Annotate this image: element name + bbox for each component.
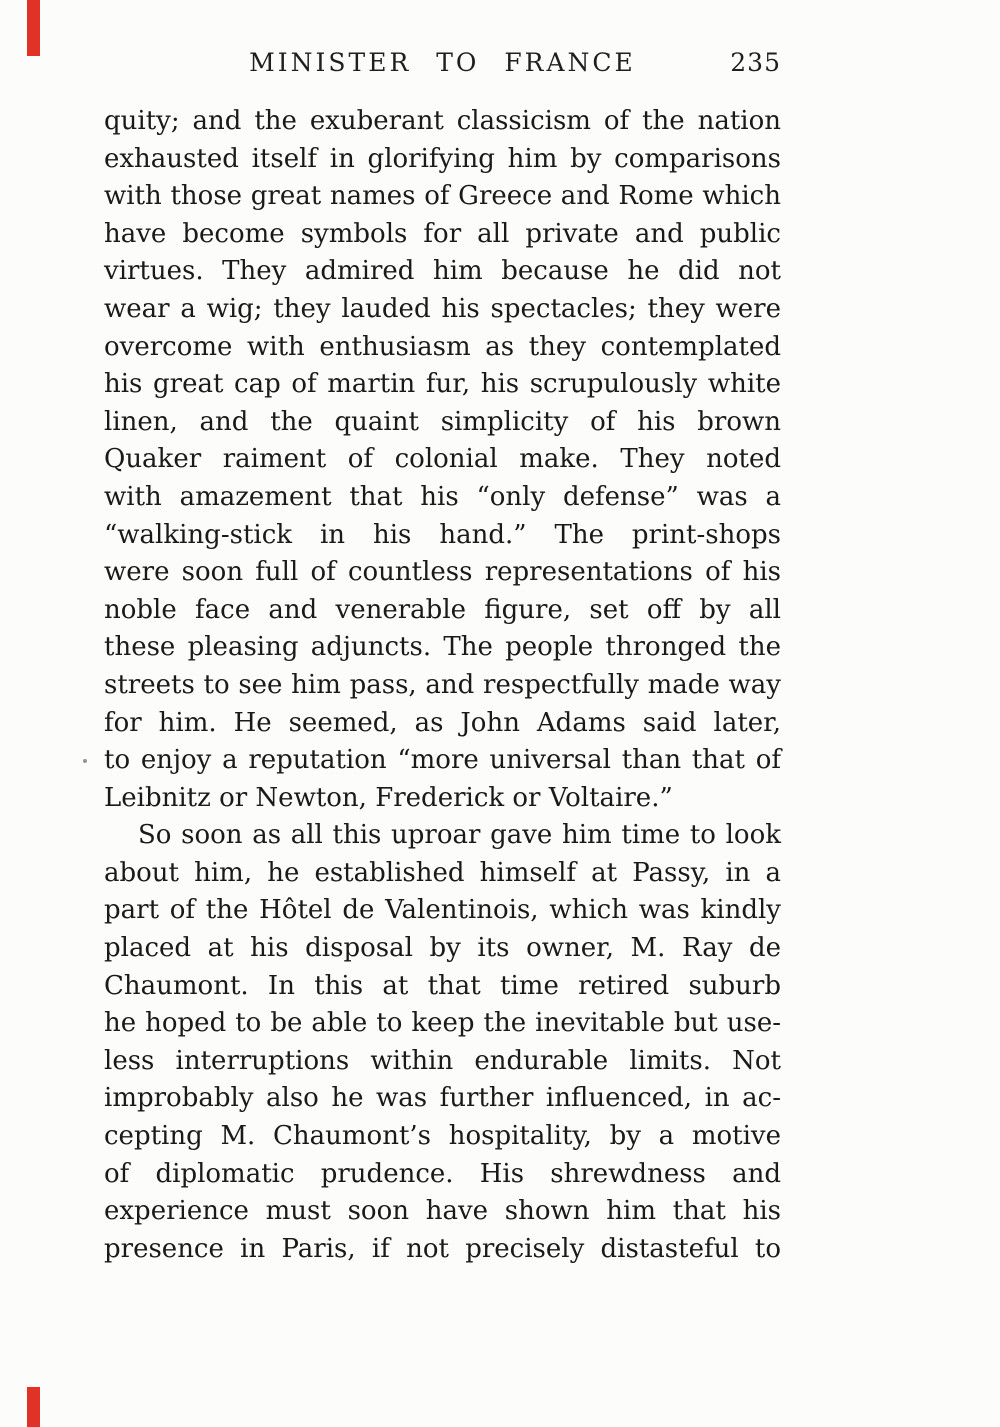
text-line: exhausted itself in glorifying him by comparisons <box>104 143 781 174</box>
text-line: presence in Paris, if not precisely distasteful to <box>104 1233 781 1264</box>
scan-artifact-red-top <box>27 0 40 56</box>
text-line: his great cap of martin fur, his scrupulously white <box>104 369 781 400</box>
text-line: he hoped to be able to keep the inevitable but use- <box>104 1008 781 1039</box>
text-line: wear a wig; they lauded his spectacles; they were <box>104 293 781 324</box>
scan-artifact-dot <box>83 759 87 763</box>
text-line: to enjoy a reputation “more universal than that of <box>104 745 781 776</box>
scan-artifact-red-bottom <box>27 1387 40 1427</box>
text-line: experience must soon have shown him that his <box>104 1196 781 1227</box>
text-line: Quaker raiment of colonial make. They noted <box>104 444 781 475</box>
text-line: virtues. They admired him because he did not <box>104 256 781 287</box>
page-body <box>104 103 781 1268</box>
page-header-title: MINISTER TO FRANCE <box>249 48 636 77</box>
text-line: less interruptions within endurable limits. Not <box>104 1045 781 1076</box>
text-line: So soon as all this uproar gave him time to look <box>138 820 781 851</box>
text-line: overcome with enthusiasm as they contemplated <box>104 331 781 362</box>
text-line: Leibnitz or Newton, Frederick or Voltaire.” <box>104 782 673 813</box>
paragraph <box>104 103 781 817</box>
text-line: of diplomatic prudence. His shrewdness and <box>104 1158 781 1189</box>
text-line: improbably also he was further influenced, in ac- <box>104 1083 781 1114</box>
paragraph <box>104 817 781 1268</box>
text-line: about him, he established himself at Passy, in a <box>104 857 781 888</box>
text-line: Chaumont. In this at that time retired suburb <box>104 970 781 1001</box>
text-line: placed at his disposal by its owner, M. Ray de <box>104 933 781 964</box>
text-line: noble face and venerable figure, set off by all <box>104 594 781 625</box>
text-line: with those great names of Greece and Rome which <box>104 181 781 212</box>
text-line: for him. He seemed, as John Adams said later, <box>104 707 781 738</box>
text-line: were soon full of countless representations of his <box>104 557 781 588</box>
text-line: with amazement that his “only defense” was a <box>104 481 781 512</box>
text-line: quity; and the exuberant classicism of the nation <box>104 106 781 136</box>
text-line: “walking-stick in his hand.” The print-shops <box>104 519 781 550</box>
page-number: 235 <box>730 48 781 77</box>
running-header <box>104 48 781 80</box>
text-line: streets to see him pass, and respectfully made way <box>104 669 781 700</box>
text-line: these pleasing adjuncts. The people thronged the <box>104 632 781 663</box>
text-line: cepting M. Chaumont’s hospitality, by a motive <box>104 1121 781 1152</box>
text-line: have become symbols for all private and public <box>104 218 781 249</box>
text-line: part of the Hôtel de Valentinois, which was kindly <box>104 895 781 926</box>
text-line: linen, and the quaint simplicity of his brown <box>104 406 781 437</box>
